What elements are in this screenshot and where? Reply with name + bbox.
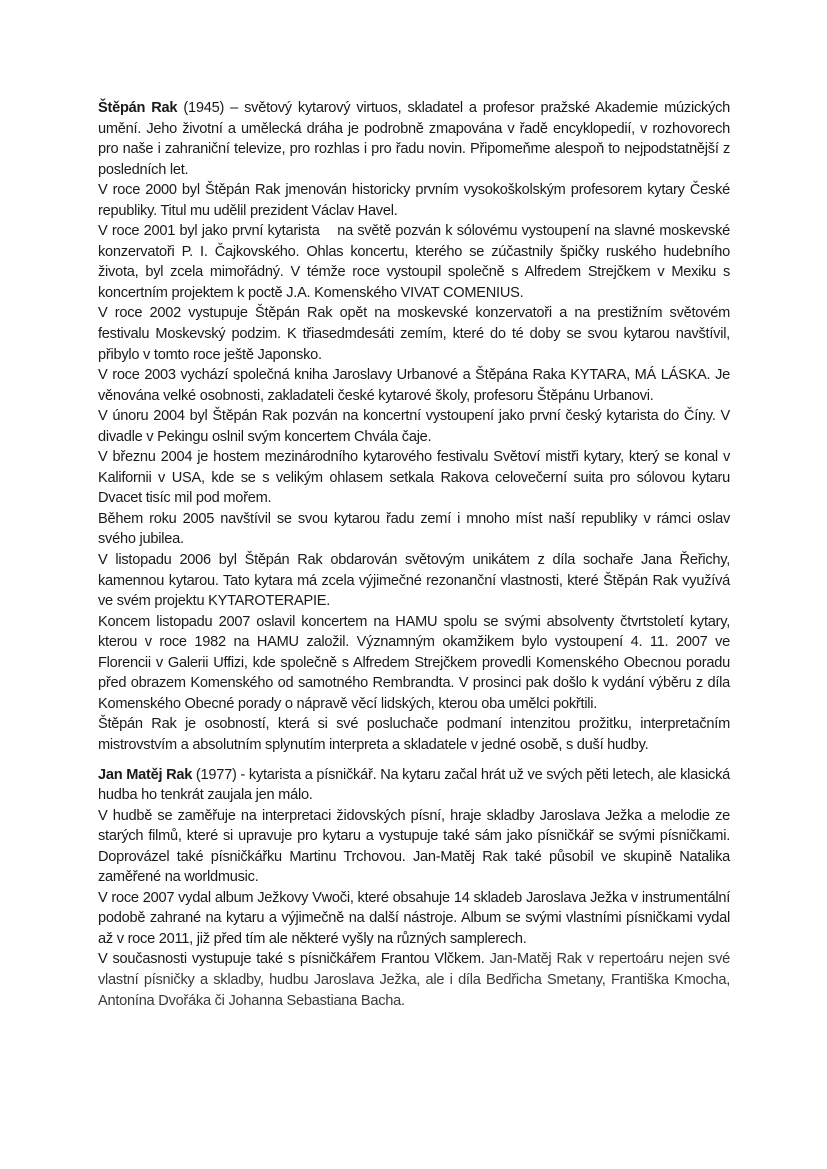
person-name: Štěpán Rak bbox=[98, 100, 178, 116]
intro-paragraph bbox=[98, 98, 730, 180]
paragraph: V listopadu 2006 byl Štěpán Rak obdarován světovým unikátem z díla sochaře Jana Řeřichy, kamennou kytarou. Tato kytara má zcela výjimečné rezonanční vlastnosti, které Štěpán Rak využívá ve svém projektu KYTAROTERAPIE. bbox=[98, 552, 730, 610]
paragraph: V hudbě se zaměřuje na interpretaci židovských písní, hraje skladby Jaroslava Ježka a melodie ze starých filmů, které si upravuje pro kytaru a vystupuje také sám jako písničkář se svými písničkami. Doprovázel také písničkářku Martinu Trchovou. Jan-Matěj Rak také působil ve skupině Natalika zaměřené na worldmusic. bbox=[98, 807, 730, 886]
paragraph: V roce 2001 byl jako první kytarista na světě pozván k sólovému vystoupení na slavné moskevské konzervatoři P. I. Čajkovského. Ohlas koncertu, kterého se zúčastnily špičky ruského hudebního života, byl zcela mimořádný. V témže roce vystoupil společně s Alfredem Strejčkem v Mexiku s koncertním projektem k poctě J.A. Komenského VIVAT COMENIUS. bbox=[98, 223, 734, 301]
paragraph-text: V současnosti vystupuje také s písničkářem Frantou Vlčkem. bbox=[98, 951, 485, 968]
person-name: Jan Matěj Rak bbox=[98, 766, 193, 783]
paragraph: V roce 2000 byl Štěpán Rak jmenován historicky prvním vysokoškolským profesorem kytary České republiky. Titul mu udělil prezident Václav Havel. bbox=[98, 182, 730, 219]
intro-paragraph bbox=[98, 765, 730, 806]
section-jan-matej-rak bbox=[98, 765, 730, 1012]
document-page bbox=[98, 98, 734, 1011]
paragraph bbox=[98, 949, 730, 1011]
paragraph: V březnu 2004 je hostem mezinárodního kytarového festivalu Světoví mistři kytary, který se konal v Kalifornii v USA, kde se s velikým ohlasem setkala Rakova celovečerní suita pro sólovou kytaru Dvacet tisíc mil pod mořem. bbox=[98, 449, 730, 507]
paragraph: V únoru 2004 byl Štěpán Rak pozván na koncertní vystoupení jako první český kytarista do Číny. V divadle v Pekingu oslnil svým koncertem Chvála čaje. bbox=[98, 408, 730, 445]
paragraph: Štěpán Rak je osobností, která si své posluchače podmaní intenzitou prožitku, interpretačním mistrovstvím a absolutním splynutím interpreta a skladatele v jedné osobě, s duší hudby. bbox=[98, 716, 730, 753]
paragraph: Koncem listopadu 2007 oslavil koncertem na HAMU spolu se svými absolventy čtvrtstoletí kytary, kterou v roce 1982 na HAMU založil. Významným okamžikem bylo vystoupení 4. 11. 2007 ve Florencii v Galerii Uffizi, kde společně s Alfredem Strejčkem provedli Komenského Obecnou poradu před obrazem Komenského od samotného Rembrandta. V prosinci pak došlo k vydání výběru z díla Komenského Obecné porady o nápravě věcí lidských, kterou oba umělci pokřtili. bbox=[98, 613, 730, 712]
paragraph: V roce 2002 vystupuje Štěpán Rak opět na moskevské konzervatoři a na prestižním světovém festivalu Moskevský podzim. K třiasedmdesáti zemím, které do té doby se svou kytarou navštívil, přibylo v tomto roce ještě Japonsko. bbox=[98, 305, 730, 363]
intro-text: (1977) - kytarista a písničkář. Na kytaru začal hrát už ve svých pěti letech, ale klasická hudba ho tenkrát zaujala jen málo. bbox=[98, 766, 730, 804]
section-stepan-rak bbox=[98, 98, 734, 756]
paragraph: V roce 2007 vydal album Ježkovy Vwoči, které obsahuje 14 skladeb Jaroslava Ježka v instrumentální podobě zahrané na kytaru a výjimečně na další nástroje. Album se svými vlastními písničkami vydal až v roce 2011, již před tím ale některé vyšly na různých samplerech. bbox=[98, 889, 730, 947]
paragraph: Během roku 2005 navštívil se svou kytarou řadu zemí i mnoho míst naší republiky v rámci oslav svého jubilea. bbox=[98, 510, 730, 548]
paragraph-text-gray: Jan-Matěj Rak v repertoáru nejen své vlastní písničky a skladby, hudbu Jaroslava Ježka, ale i díla Bedřicha Smetany, Františka Kmocha, Antonína Dvořáka či Johanna Sebastiana Bacha. bbox=[98, 951, 731, 1009]
intro-text: (1945) – světový kytarový virtuos, skladatel a profesor pražské Akademie múzických umění. Jeho životní a umělecká dráha je podrobně zmapována v řadě encyklopedií, v rozhovorech pro naše i zahraniční televize, pro rozhlas i pro řadu novin. Připomeňme alespoň to nejpodstatnější z posledních let. bbox=[98, 100, 731, 178]
paragraph: V roce 2003 vychází společná kniha Jaroslavy Urbanové a Štěpána Raka KYTARA, MÁ LÁSKA. Je věnována velké osobnosti, zakladateli české kytarové školy, profesoru Štěpánu Urbanovi. bbox=[98, 367, 730, 404]
